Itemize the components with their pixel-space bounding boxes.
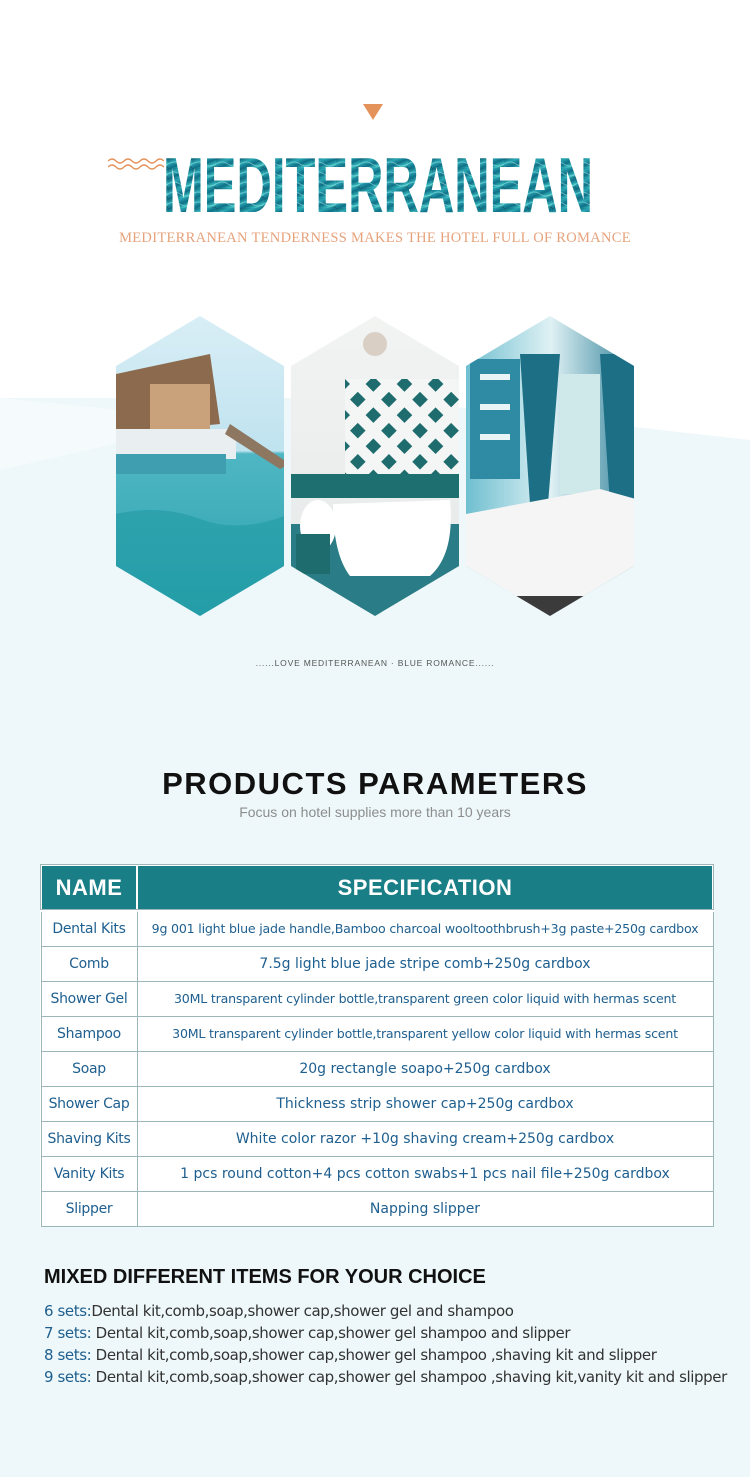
hero-subtitle: MEDITERRANEAN TENDERNESS MAKES THE HOTEL FULL OF ROMANCE: [119, 230, 631, 246]
table-row: [41, 1051, 713, 1086]
row-spec: 7.5g light blue jade stripe comb+250g cardbox: [137, 946, 713, 981]
list-item: [44, 1322, 734, 1344]
row-name: Dental Kits: [41, 911, 137, 946]
mixed-title: MIXED DIFFERENT ITEMS FOR YOUR CHOICE: [44, 1266, 486, 1288]
set-contents: Dental kit,comb,soap,shower cap,shower gel and shampoo: [91, 1302, 514, 1320]
spec-table: [40, 864, 714, 1227]
table-row: [41, 981, 713, 1016]
table-row: [41, 1016, 713, 1051]
row-spec: Napping slipper: [137, 1191, 713, 1226]
params-subtitle: Focus on hotel supplies more than 10 years: [239, 804, 511, 820]
row-spec: 1 pcs round cotton+4 pcs cotton swabs+1 pcs nail file+250g cardbox: [137, 1156, 713, 1191]
table-row: [41, 1191, 713, 1226]
list-item: [44, 1344, 734, 1366]
bedroom-photo: [466, 314, 636, 618]
gallery-caption: ......LOVE MEDITERRANEAN · BLUE ROMANCE......: [255, 658, 495, 668]
hexagon-gallery: [0, 314, 750, 618]
list-item: [44, 1366, 734, 1388]
row-name: Shampoo: [41, 1016, 137, 1051]
set-contents: Dental kit,comb,soap,shower cap,shower gel shampoo and slipper: [91, 1324, 571, 1342]
hero-title-text: MEDITERRANEAN: [163, 141, 593, 228]
row-spec: 30ML transparent cylinder bottle,transparent green color liquid with hermas scent: [137, 981, 713, 1016]
row-spec: 30ML transparent cylinder bottle,transparent yellow color liquid with hermas scent: [137, 1016, 713, 1051]
row-name: Slipper: [41, 1191, 137, 1226]
row-name: Soap: [41, 1051, 137, 1086]
list-item: [44, 1300, 734, 1322]
row-spec: 9g 001 light blue jade handle,Bamboo charcoal wooltoothbrush+3g paste+250g cardbox: [137, 911, 713, 946]
set-count: 7 sets:: [44, 1324, 92, 1342]
mixed-sets-list: [44, 1300, 734, 1388]
header-specification: SPECIFICATION: [137, 865, 713, 911]
down-arrow-marker-icon: [363, 104, 383, 120]
set-count: 9 sets:: [44, 1368, 92, 1386]
set-contents: Dental kit,comb,soap,shower cap,shower gel shampoo ,shaving kit,vanity kit and slipper: [91, 1368, 727, 1386]
row-name: Comb: [41, 946, 137, 981]
set-count: 8 sets:: [44, 1346, 92, 1364]
row-spec: Thickness strip shower cap+250g cardbox: [137, 1086, 713, 1121]
header-name: NAME: [41, 865, 137, 911]
table-row: [41, 1156, 713, 1191]
set-contents: Dental kit,comb,soap,shower cap,shower gel shampoo ,shaving kit and slipper: [91, 1346, 657, 1364]
row-name: Shaving Kits: [41, 1121, 137, 1156]
bathroom-photo: [290, 314, 460, 618]
row-name: Vanity Kits: [41, 1156, 137, 1191]
table-row: [41, 946, 713, 981]
hero-title: [0, 138, 750, 228]
row-name: Shower Gel: [41, 981, 137, 1016]
params-title: PRODUCTS PARAMETERS: [162, 766, 588, 801]
row-spec: 20g rectangle soapo+250g cardbox: [137, 1051, 713, 1086]
table-row: [41, 911, 713, 946]
table-header-row: [41, 865, 713, 911]
row-name: Shower Cap: [41, 1086, 137, 1121]
row-spec: White color razor +10g shaving cream+250g cardbox: [137, 1121, 713, 1156]
table-row: [41, 1086, 713, 1121]
table-row: [41, 1121, 713, 1156]
overwater-villa-photo: [116, 314, 290, 618]
set-count: 6 sets:: [44, 1302, 92, 1320]
